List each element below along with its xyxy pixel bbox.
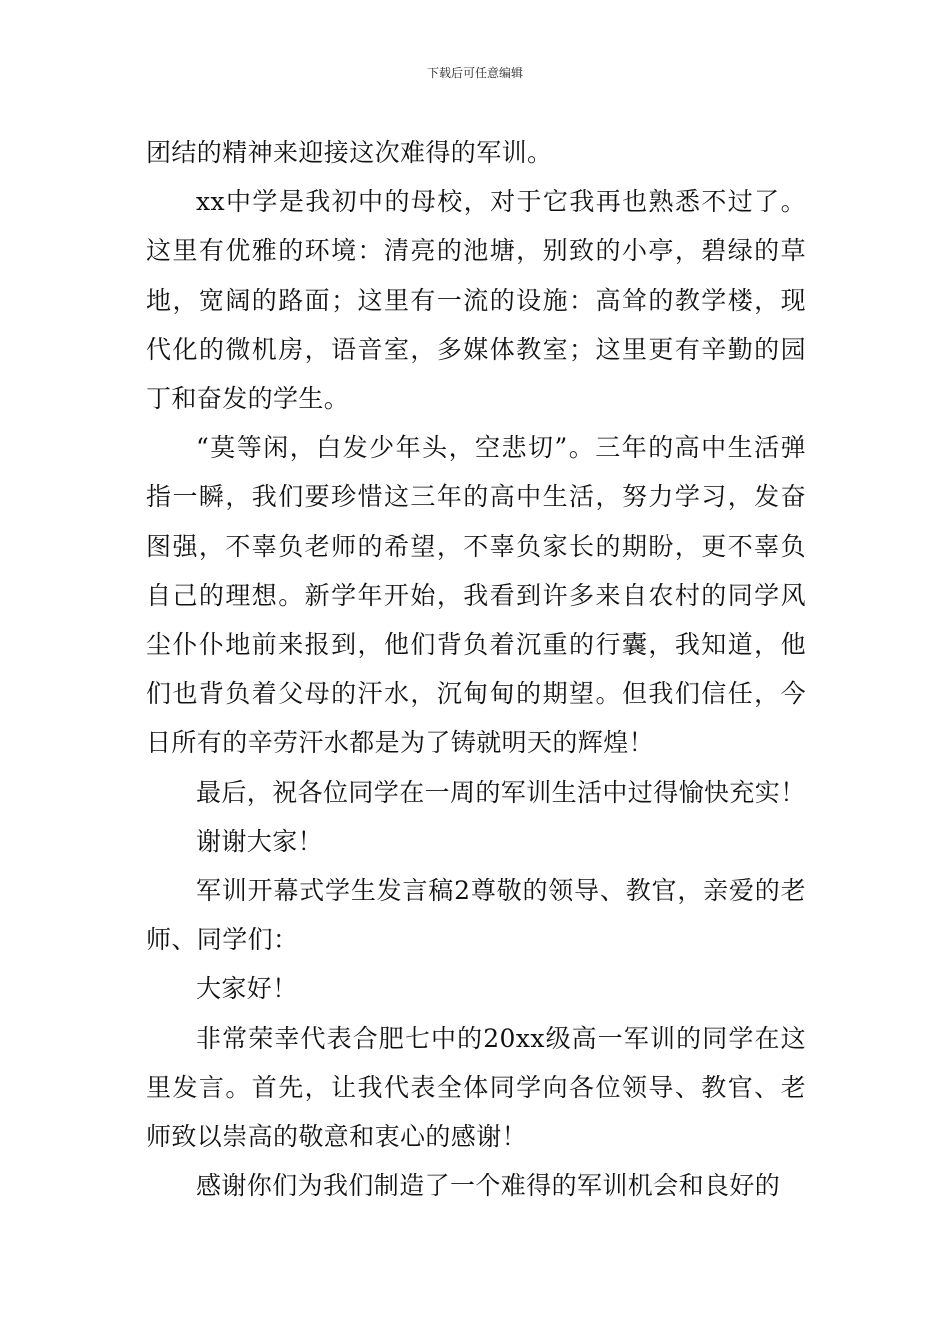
paragraph-continuation: 团结的精神来迎接这次难得的军训。: [146, 138, 553, 167]
paragraph-high-school-life: “莫等闲，白发少年头，空悲切”。三年的高中生活弹指一瞬，我们要珍惜这三年的高中生活，努力学习，发奋图强，不辜负老师的希望，不辜负家长的期盼，更不辜负自己的理想。新学年开始，我看到许多来自农村的同学风尘仆仆地前来报到，他们背负着沉重的行囊，我知道，他们也背负着父母的汗水，沉甸甸的期望。但我们信任，今日所有的辛劳汗水都是为了铸就明天的辉煌！: [146, 433, 806, 758]
paragraph-hello: 大家好！: [196, 974, 298, 1004]
document-body: [146, 128, 806, 1210]
paragraph-speech-2-greeting: 军训开幕式学生发言稿2尊敬的领导、教官，亲爱的老师、同学们：: [146, 876, 806, 955]
page-header: 下载后可任意编辑: [426, 66, 523, 80]
paragraph-closing-wish: 最后，祝各位同学在一周的军训生活中过得愉快充实！: [196, 777, 806, 807]
paragraph-gratitude: 感谢你们为我们制造了一个难得的军训机会和良好的: [196, 1171, 781, 1201]
paragraph-thanks: 谢谢大家！: [196, 826, 324, 856]
paragraph-honored: 非常荣幸代表合肥七中的20xx级高一军训的同学在这里发言。首先，让我代表全体同学向各位领导、教官、老师致以崇高的敬意和衷心的感谢！: [146, 1023, 806, 1152]
paragraph-school-description: xx中学是我初中的母校，对于它我再也熟悉不过了。这里有优雅的环境：清亮的池塘，别致的小亭，碧绿的草地，宽阔的路面；这里有一流的设施：高耸的教学楼，现代化的微机房，语音室，多媒体教室；这里更有辛勤的园丁和奋发的学生。: [146, 187, 806, 414]
